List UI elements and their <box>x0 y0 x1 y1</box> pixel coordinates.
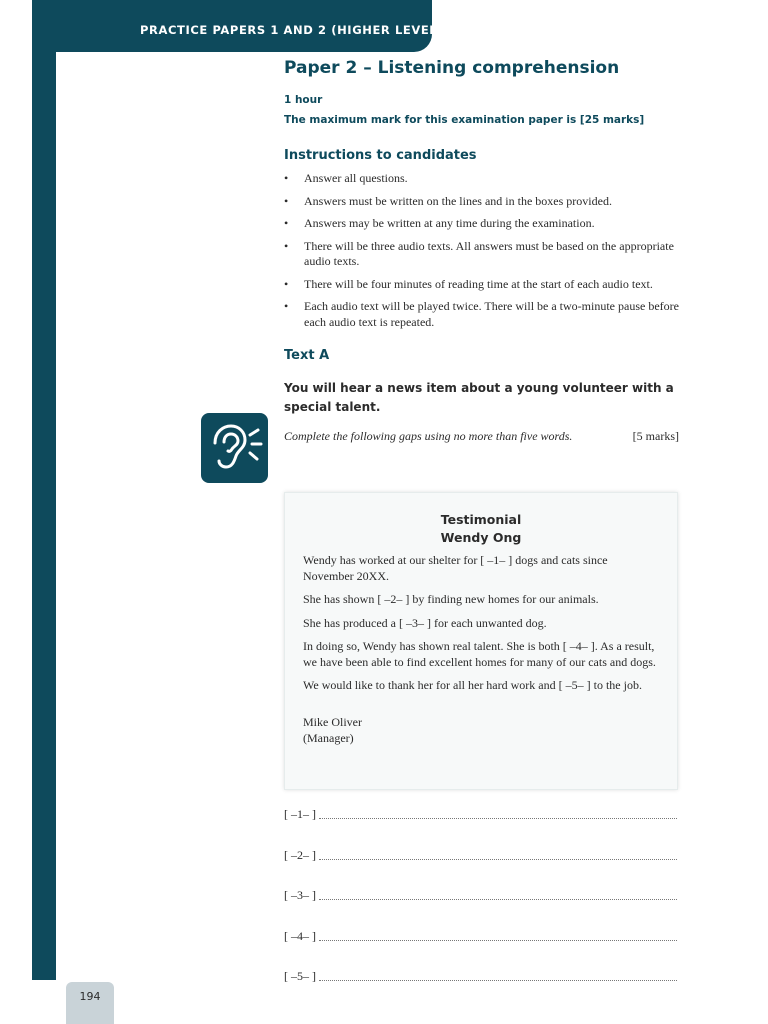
testimonial-title <box>285 511 677 547</box>
instruction-item: • There will be three audio texts. All answers must be based on the appropriate audio texts. <box>304 239 679 270</box>
paper-duration: 1 hour <box>284 94 323 106</box>
testimonial-paragraph: She has produced a [ –3– ] for each unwanted dog. <box>303 615 547 630</box>
testimonial-box <box>284 492 678 790</box>
task-marks: [5 marks] <box>632 429 679 443</box>
testimonial-paragraph: We would like to thank her for all her hard work and [ –5– ] to the job. <box>303 678 642 692</box>
answer-label: [ –3– ] <box>284 888 316 902</box>
testimonial-name: Wendy Ong <box>440 530 522 545</box>
ear-audio-icon <box>201 413 268 483</box>
text-a-heading: Text A <box>284 348 330 363</box>
signature-name: Mike Oliver <box>303 714 362 729</box>
instruction-item: • Answers must be written on the lines and in the boxes provided. <box>304 194 679 210</box>
testimonial-paragraph: In doing so, Wendy has shown real talent. She is both [ –4– ]. As a result, we have been able to find excellent homes for many of our cats and dogs. <box>303 639 656 669</box>
answer-line-2[interactable] <box>284 822 677 863</box>
answer-line-1[interactable] <box>284 808 677 822</box>
testimonial-signature <box>285 702 677 746</box>
answer-label: [ –5– ] <box>284 969 316 983</box>
main-content <box>284 58 679 444</box>
paper-title: Paper 2 – Listening comprehension <box>284 58 620 78</box>
answer-label: [ –2– ] <box>284 847 316 862</box>
instruction-item: • Answer all questions. <box>304 171 679 187</box>
answer-writing-line[interactable] <box>319 859 677 860</box>
running-header: PRACTICE PAPERS 1 AND 2 (HIGHER LEVEL) <box>140 23 444 37</box>
testimonial-paragraph: She has shown [ –2– ] by finding new homes for our animals. <box>303 592 599 606</box>
answer-label: [ –1– ] <box>284 807 316 821</box>
task-instruction: Complete the following gaps using no more than five words. <box>284 429 573 443</box>
answer-label: [ –4– ] <box>284 928 316 943</box>
page-number: 194 <box>66 982 114 1024</box>
testimonial-heading: Testimonial <box>440 512 522 527</box>
testimonial-body <box>285 547 677 694</box>
signature-role: (Manager) <box>303 730 354 745</box>
instructions-heading: Instructions to candidates <box>284 148 477 163</box>
text-a-intro: You will hear a news item about a young volunteer with a special talent. <box>284 381 674 414</box>
answer-line-5[interactable] <box>284 944 677 985</box>
answer-lines <box>284 808 677 984</box>
testimonial-paragraph: Wendy has worked at our shelter for [ –1– ] dogs and cats since November 20XX. <box>303 553 608 583</box>
instruction-item: • Each audio text will be played twice. There will be a two-minute pause before each audio text is repeated. <box>304 299 679 330</box>
page-frame-left-band <box>32 0 56 980</box>
answer-writing-line[interactable] <box>319 818 677 819</box>
answer-writing-line[interactable] <box>319 899 677 900</box>
instructions-list <box>284 171 679 330</box>
answer-writing-line[interactable] <box>319 980 677 981</box>
text-a-task <box>284 429 679 444</box>
answer-line-4[interactable] <box>284 903 677 944</box>
answer-line-3[interactable] <box>284 863 677 904</box>
instruction-item: • Answers may be written at any time during the examination. <box>304 216 679 232</box>
instruction-item: • There will be four minutes of reading time at the start of each audio text. <box>304 277 679 293</box>
paper-max-mark: The maximum mark for this examination paper is [25 marks] <box>284 114 645 126</box>
answer-writing-line[interactable] <box>319 940 677 941</box>
